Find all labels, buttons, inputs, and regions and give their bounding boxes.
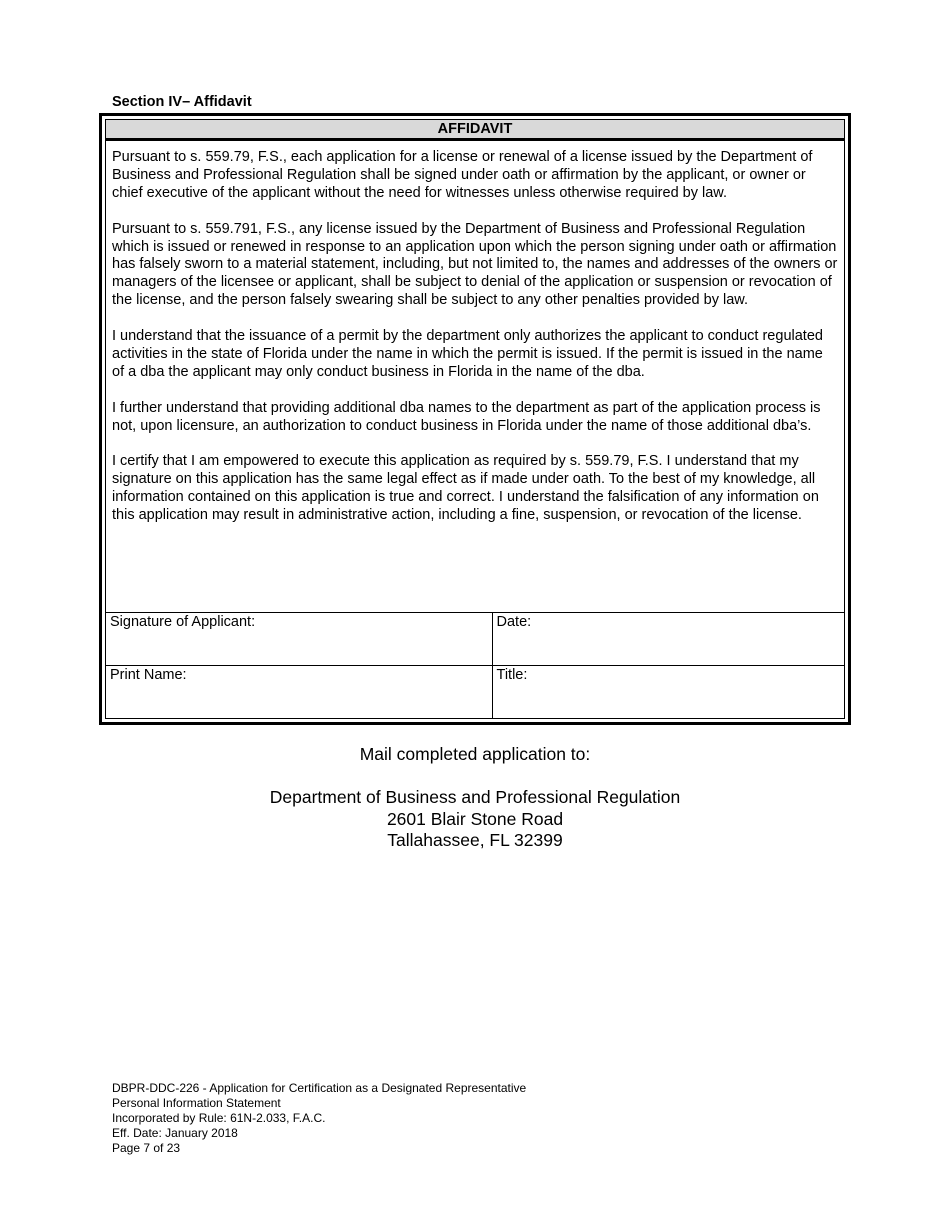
signature-field[interactable] xyxy=(106,612,492,665)
affidavit-paragraph-3: I understand that the issuance of a permit by the department only authorizes the applicant to conduct regulated activities in the state of Florida under the name in which the permit is issued. If the permit is issued in the name of a dba the applicant may only conduct business in Florida in the name of the dba. xyxy=(112,328,823,380)
affidavit-paragraph-4: I further understand that providing additional dba names to the department as part of the application process is not, upon licensure, an authorization to conduct business in Florida under the name of those additional dba’s. xyxy=(112,399,821,434)
print-name-field[interactable] xyxy=(106,665,492,718)
address-line-street: 2601 Blair Stone Road xyxy=(386,808,564,829)
mailing-address xyxy=(0,787,950,852)
affidavit-paragraph-2: Pursuant to s. 559.791, F.S., any license issued by the Department of Business and Professional Regulation which is issued or renewed in response to an application upon which the person signing under oath or affirmation has falsely sworn to a material statement, including, but not limited to, the names and addresses of the owners or managers of the licensee or applicant, shall be subject to denial of the application or suspension or revocation of the license, and the person falsely swearing shall be subject to any other penalties provided by law. xyxy=(112,220,838,309)
print-name-row xyxy=(106,665,844,718)
section-title: Section IV– Affidavit xyxy=(112,94,252,110)
date-label: Date: xyxy=(496,613,532,630)
date-field[interactable] xyxy=(492,612,844,665)
title-label: Title: xyxy=(496,666,528,683)
address-line-city: Tallahassee, FL 32399 xyxy=(387,830,563,850)
mail-instruction: Mail completed application to: xyxy=(359,744,591,764)
affidavit-paragraph-1: Pursuant to s. 559.79, F.S., each application for a license or renewal of a license issued by the Department of Business and Professional Regulation shall be signed under oath or affirmation by the applicant, or owner or chief executive of the applicant without the need for witnesses unless otherwise required by law. xyxy=(112,149,813,201)
affidavit-header: AFFIDAVIT xyxy=(106,120,844,141)
affidavit-box xyxy=(99,113,851,725)
print-name-label: Print Name: xyxy=(110,666,187,683)
address-line-department: Department of Business and Professional Regulation xyxy=(269,787,681,807)
signature-row xyxy=(106,612,844,665)
signature-label: Signature of Applicant: xyxy=(110,613,256,630)
footer-form-id: DBPR-DDC-226 - Application for Certification as a Designated Representative xyxy=(112,1081,527,1095)
title-field[interactable] xyxy=(492,665,844,718)
affidavit-inner xyxy=(105,119,845,719)
footer-page-number: Page 7 of 23 xyxy=(112,1141,181,1155)
signature-table xyxy=(106,612,844,719)
footer-rule: Incorporated by Rule: 61N-2.033, F.A.C. xyxy=(112,1111,326,1125)
affidavit-body xyxy=(106,141,844,525)
form-footer xyxy=(112,1081,526,1156)
affidavit-paragraph-5: I certify that I am empowered to execute this application as required by s. 559.79, F.S. I understand that my signature on this application has the same legal effect as if made under oath. To the best of my knowledge, all information contained on this application is true and correct. I understand the falsification of any information on this application may result in administrative action, including a fine, suspension, or revocation of the license. xyxy=(112,453,819,524)
footer-form-subtitle: Personal Information Statement xyxy=(112,1096,281,1110)
footer-effective-date: Eff. Date: January 2018 xyxy=(112,1126,238,1140)
